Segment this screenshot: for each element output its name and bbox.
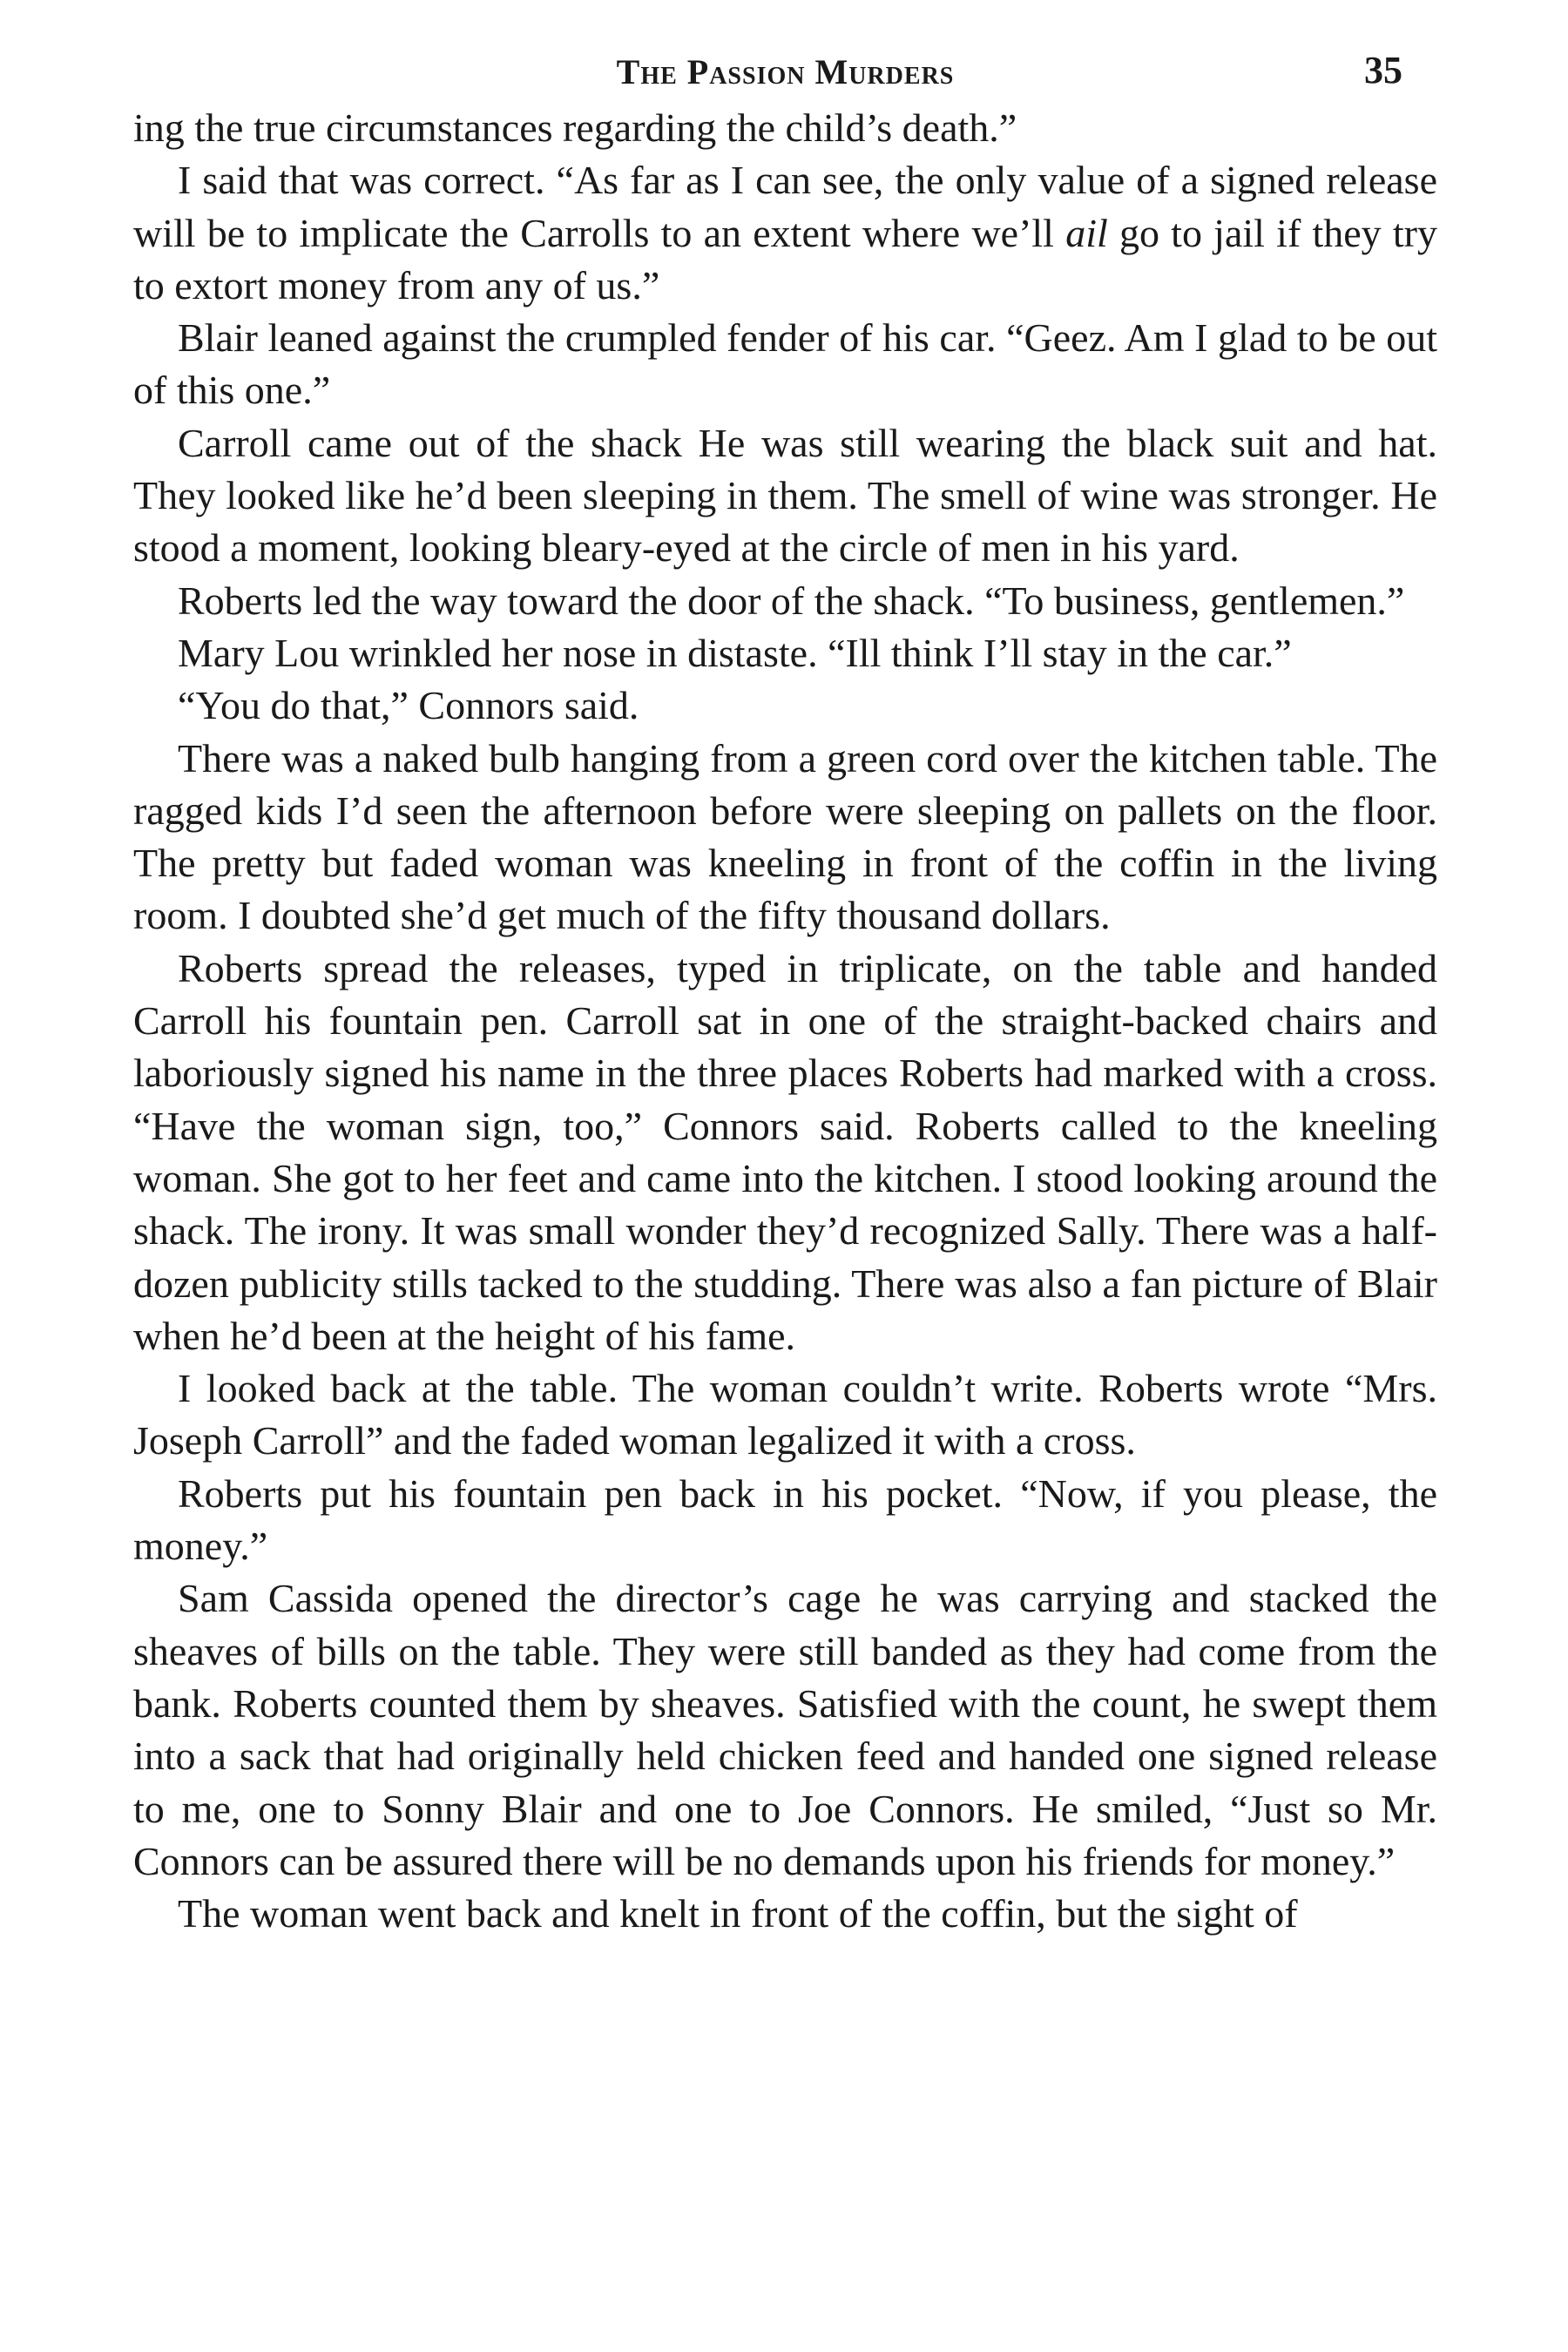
paragraph: “You do that,” Connors said. [178,683,639,728]
paragraph: I looked back at the table. The woman couldn’t write. Roberts wrote “Mrs. Joseph Carroll” and the faded woman legalized it with a cross. [133,1366,1437,1463]
body-text [133,102,1437,1940]
paragraph: Roberts led the way toward the door of the shack. “To business, gentlemen.” [178,578,1405,623]
book-page [133,39,1437,1940]
paragraph-text: go to jail if they try to extort money from any of us.” [133,210,1437,308]
paragraph-continued: ing the true circumstances regarding the child’s death.” [133,105,1017,150]
paragraph: Blair leaned against the crumpled fender of his car. “Geez. Am I glad to be out of this one.” [133,315,1437,413]
paragraph: There was a naked bulb hanging from a green cord over the kitchen table. The ragged kids I’d seen the afternoon before were sleeping on pallets on the floor. The pretty but faded woman was kneeling in front of the coffin in the living room. I doubted she’d get much of the fifty thousand dollars. [133,735,1437,938]
paragraph: Roberts spread the releases, typed in triplicate, on the table and handed Carroll his fountain pen. Carroll sat in one of the straight-backed chairs and laboriously signed his name in the three places Roberts had marked with a cross. “Have the woman sign, too,” Connors said. Roberts called to the kneeling woman. She got to her feet and came into the kitchen. I stood looking around the shack. The irony. It was small wonder they’d recognized Sally. There was a half-dozen publicity stills tacked to the studding. There was also a fan picture of Blair when he’d been at the height of his fame. [133,945,1437,1358]
paragraph-last-line: The woman went back and knelt in front of the coffin, but the sight of [178,1891,1298,1936]
paragraph: Roberts put his fountain pen back in his pocket. “Now, if you please, the money.” [133,1470,1437,1569]
paragraph-text: I said that was correct. “As far as I can see, the only value of a signed release will be to implicate the Carrolls to an extent where we’ll [133,158,1437,255]
paragraph: Carroll came out of the shack He was still wearing the black suit and hat. They looked like he’d been sleeping in them. The smell of wine was stronger. He stood a moment, looking bleary-eyed at the circle of men in his yard. [133,420,1437,571]
running-head [133,39,1437,100]
running-title: The Passion Murders [616,52,955,91]
paragraph: Mary Lou wrinkled her nose in distaste. “Ill think I’ll stay in the car.” [178,630,1292,675]
italic-word: ail [1065,210,1108,255]
paragraph [133,154,1437,312]
page-number: 35 [1364,49,1402,91]
paragraph: Sam Cassida opened the director’s cage he was carrying and stacked the sheaves of bills on the table. They were still banded as they had come from the bank. Roberts counted them by sheaves. Satisfied with the count, he swept them into a sack that had originally held chicken feed and handed one signed release to me, one to Sonny Blair and one to Joe Connors. He smiled, “Just so Mr. Connors can be assured there will be no demands upon his friends for money.” [133,1576,1437,1883]
